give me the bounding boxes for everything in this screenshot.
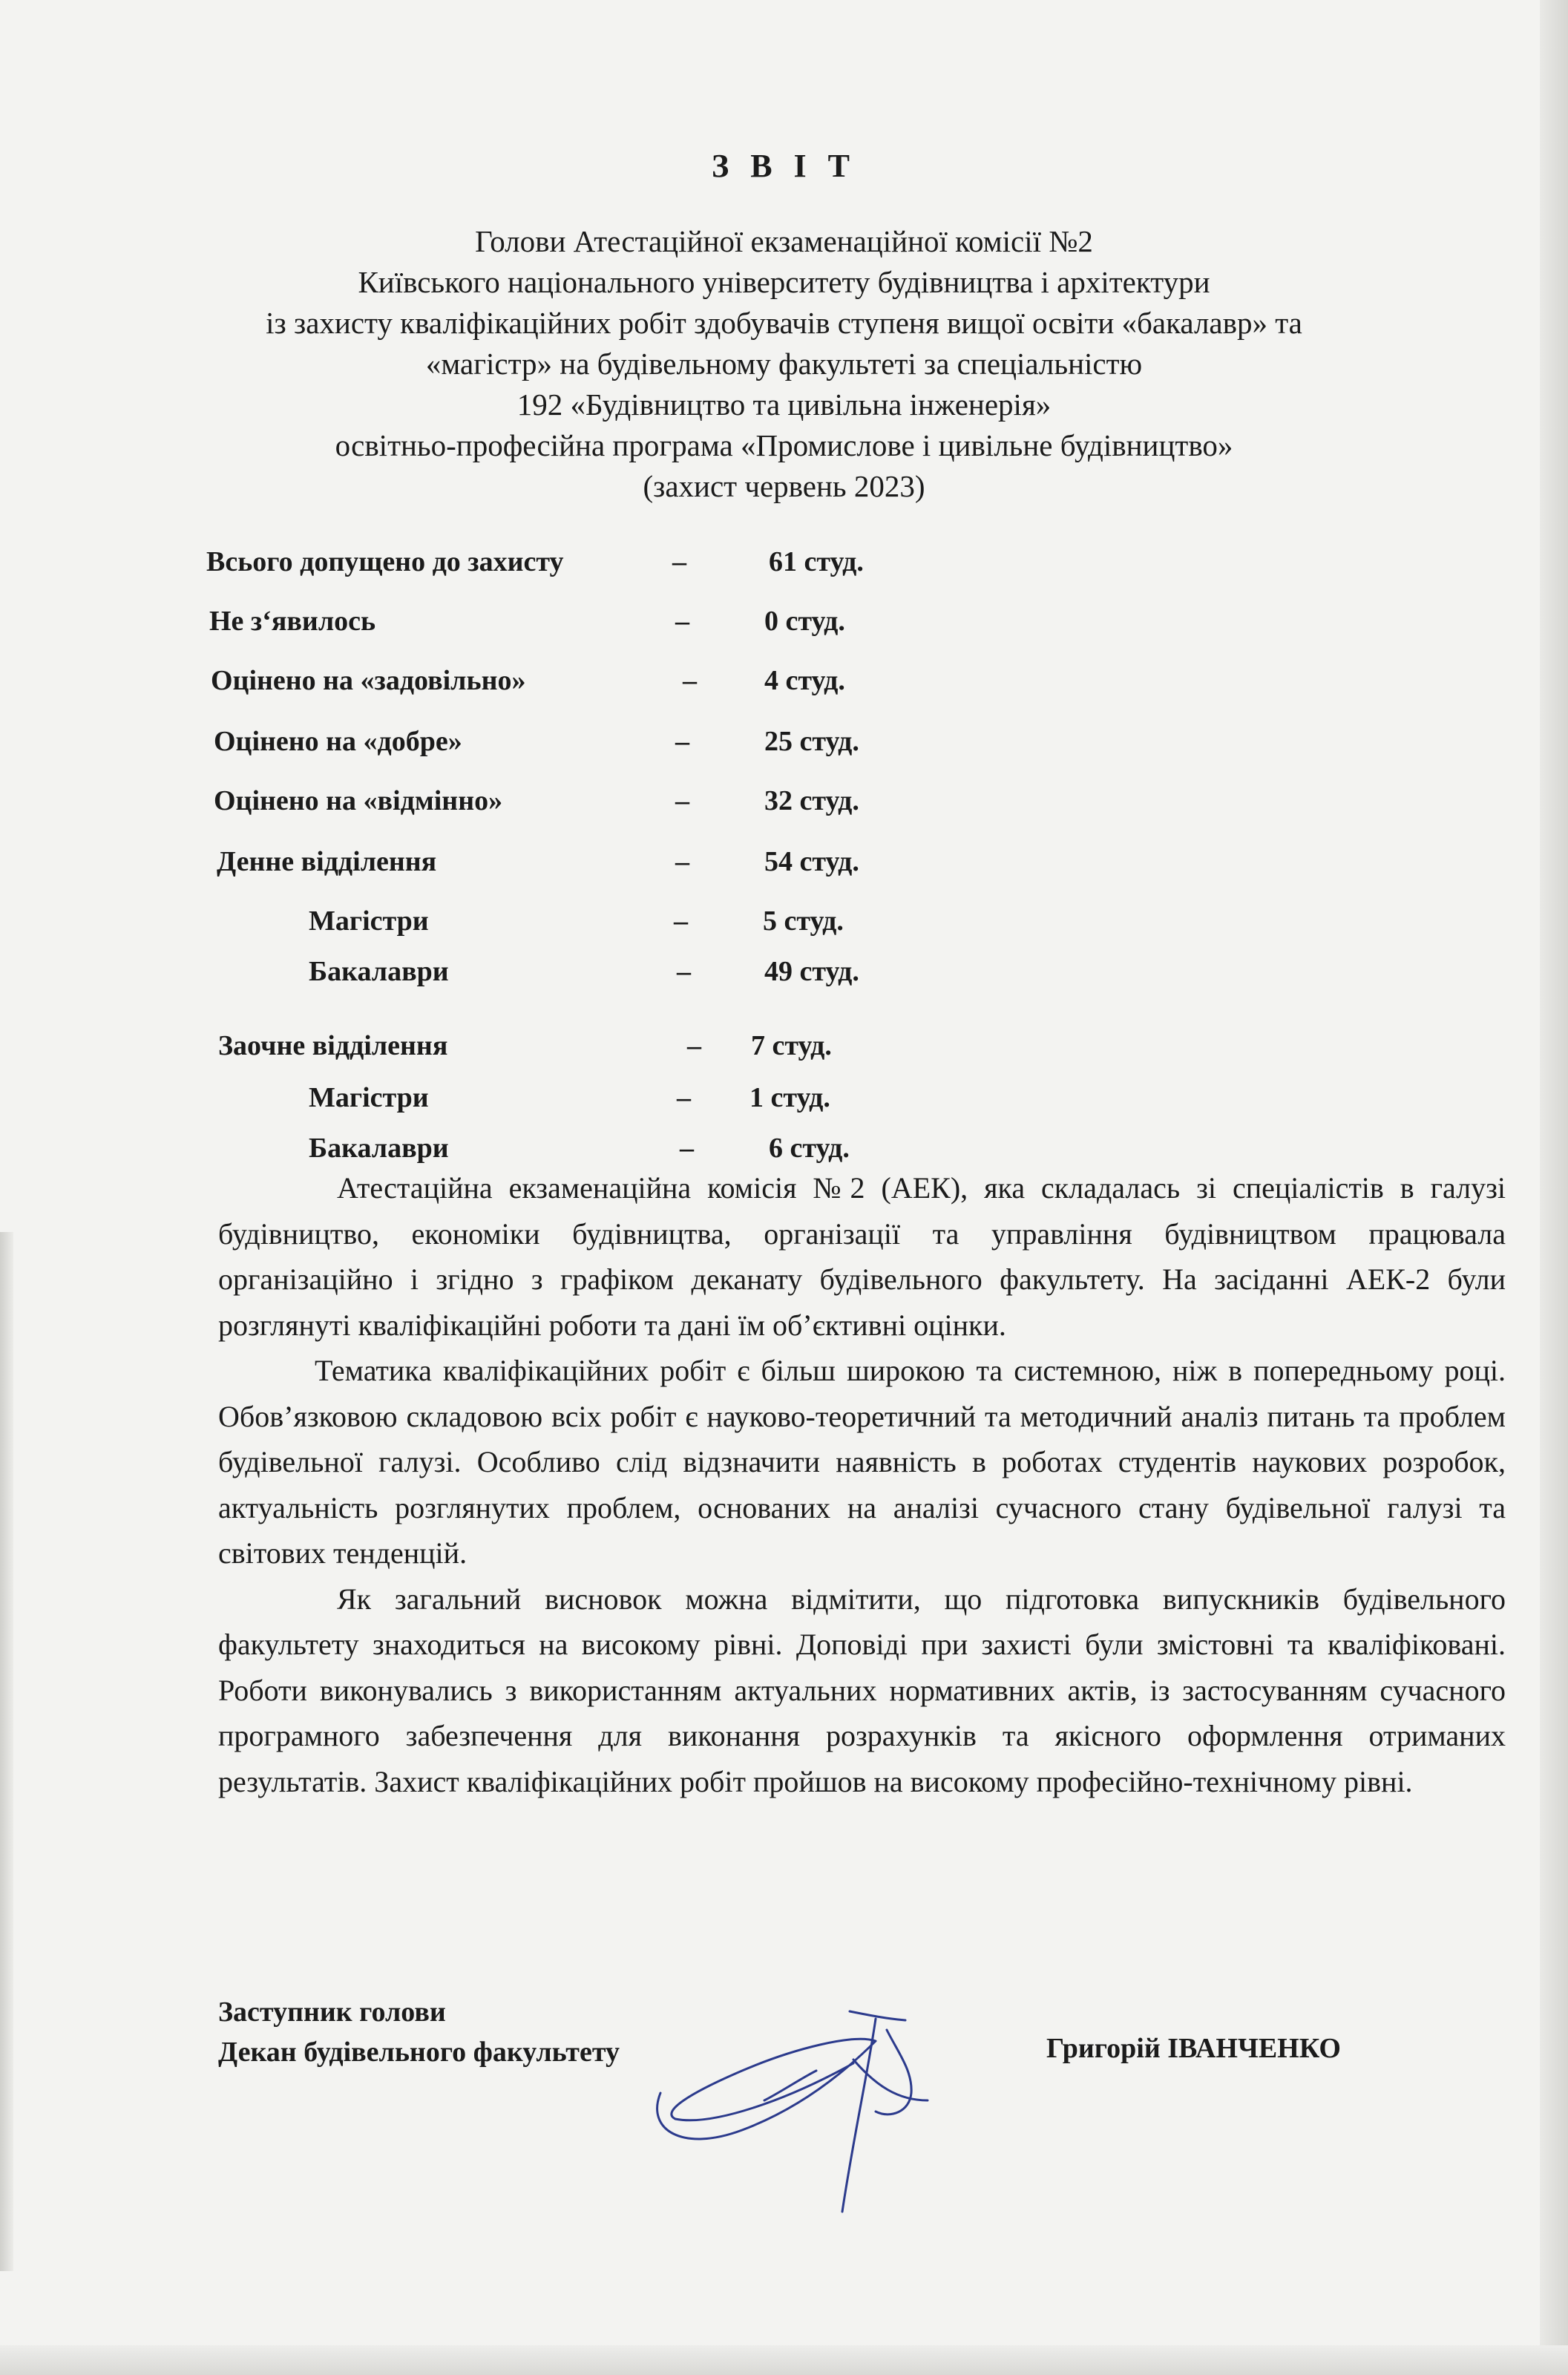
stat-value: 32 студ. [764, 785, 859, 816]
stat-dash: – [674, 905, 688, 937]
role-line: Декан будівельного факультету [218, 2037, 620, 2068]
paragraph: Тематика кваліфікаційних робіт є більш широкою та системною, ніж в попередньому році. Обов’язковою складовою всіх робіт є науково-теоретичний та методичний аналіз питань та проблем будівельної галузі. Особливо слід відзначити наявність в роботах студентів наукових розробок, актуальність розглянутих проблем, основаних на аналізі сучасного стану будівельної галузі та світових тенденцій. [218, 1354, 1506, 1570]
stat-label: Оцінено на «добре» [214, 726, 462, 757]
paragraph: Як загальний висновок можна відмітити, що підготовка випускників будівельного факультету знаходиться на високому рівні. Доповіді при захисті були змістовні та кваліфіковані. Роботи виконувались з використанням актуальних нормативних актів, із застосуванням сучасного програмного забезпечення для виконання розрахунків та якісного оформлення отриманих результатів. Захист кваліфікаційних робіт пройшов на високому професійно-технічному рівні. [218, 1582, 1506, 1798]
handwritten-signature [631, 1989, 957, 2227]
heading-line: Київського національного університету будівництва і архітектури [358, 265, 1210, 299]
stat-value: 54 студ. [764, 846, 859, 877]
heading-line: із захисту кваліфікаційних робіт здобувачів ступеня вищої освіти «бакалавр» та [266, 306, 1302, 340]
heading-line: 192 «Будівництво та цивільна інженерія» [516, 387, 1052, 422]
paragraph: Атестаційна екзаменаційна комісія №2 (АЕК), яка складалась зі спеціалістів в галузі будівництво, економіки будівництва, організації та управління будівництвом працювала організаційно і згідно з графіком деканату будівельного факультету. На засіданні АЕК-2 були розглянуті кваліфікаційні роботи та дані їм об’єктивні оцінки. [218, 1171, 1506, 1342]
stat-dash: – [675, 785, 689, 816]
document-title: З В І Т [711, 148, 857, 184]
signatory-name: Григорій ІВАНЧЕНКО [1046, 2033, 1341, 2064]
stat-dash: – [677, 956, 691, 987]
stat-value: 49 студ. [764, 956, 859, 987]
stat-label: Бакалаври [309, 1133, 449, 1164]
role-line: Заступник голови [218, 1996, 446, 2028]
stat-value: 4 студ. [764, 665, 845, 696]
stat-label: Денне відділення [217, 846, 437, 877]
report-body [218, 1165, 1506, 1804]
stat-value: 1 студ. [749, 1082, 830, 1113]
stat-label: Оцінено на «задовільно» [211, 665, 526, 696]
stat-dash: – [683, 665, 697, 696]
stat-label: Оцінено на «відмінно» [214, 785, 503, 816]
heading-line: Голови Атестаційної екзаменаційної комісії №2 [475, 224, 1093, 258]
stat-value: 5 студ. [763, 905, 844, 937]
stat-value: 7 студ. [751, 1030, 832, 1061]
stat-label: Заочне відділення [218, 1030, 448, 1061]
stat-dash: – [675, 846, 689, 877]
stat-dash: – [675, 726, 689, 757]
stat-label: Магістри [309, 905, 429, 937]
stat-dash: – [687, 1030, 701, 1061]
stat-dash: – [672, 546, 686, 577]
signatory-role [218, 1992, 620, 2072]
heading-line: «магістр» на будівельному факультеті за спеціальністю [425, 347, 1143, 381]
heading-line: (захист червень 2023) [643, 469, 925, 503]
stat-value: 0 студ. [764, 606, 845, 637]
stat-label: Магістри [309, 1082, 429, 1113]
stat-label: Всього допущено до захисту [206, 546, 564, 577]
stat-dash: – [675, 606, 689, 637]
stat-value: 6 студ. [769, 1133, 850, 1164]
document-heading [0, 221, 1568, 507]
stat-value: 25 студ. [764, 726, 859, 757]
stat-label: Бакалаври [309, 956, 449, 987]
heading-line: освітньо-професійна програма «Промислове і цивільне будівництво» [335, 428, 1233, 462]
stat-dash: – [680, 1133, 694, 1164]
stat-label: Не з‘явилось [209, 606, 376, 637]
stat-dash: – [677, 1082, 691, 1113]
stat-value: 61 студ. [769, 546, 864, 577]
